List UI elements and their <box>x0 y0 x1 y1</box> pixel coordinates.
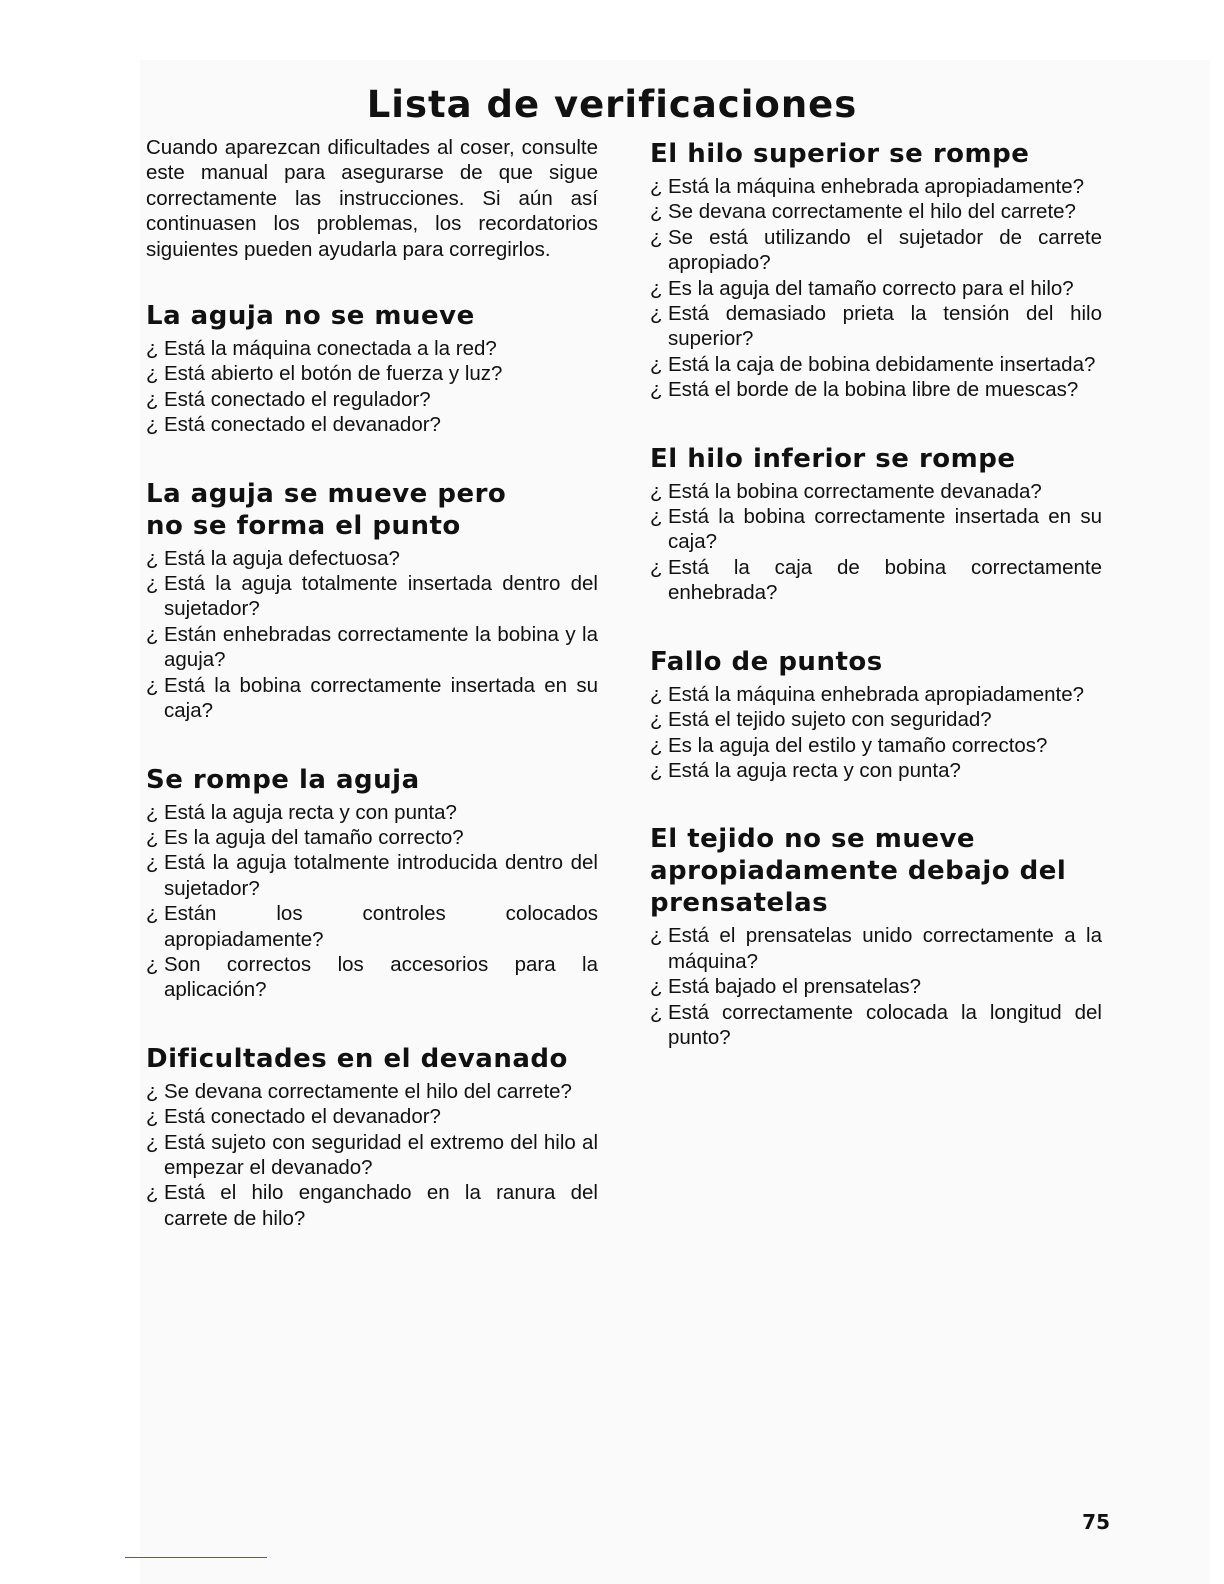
section-upper-thread-breaks <box>650 138 1102 403</box>
section-title: El tejido no se mueve apropiadamente debajo del prensatelas <box>650 824 1067 919</box>
checklist-item: ¿ Está la aguja defectuosa? <box>146 546 400 570</box>
checklist <box>146 1079 598 1231</box>
checklist-item: ¿ Está la bobina correctamente insertada en su caja? <box>146 673 598 723</box>
checklist-item: ¿ Está el hilo enganchado en la ranura del carrete de hilo? <box>146 1181 598 1230</box>
section-winding-difficulties <box>146 1043 598 1231</box>
checklist-item: ¿ Está la aguja recta y con punta? <box>146 800 457 824</box>
checklist-item: ¿ Está la aguja recta y con punta? <box>650 758 961 782</box>
checklist-item: ¿ Está correctamente colocada la longitud del punto? <box>650 1000 1102 1049</box>
checklist-item: ¿ Está la máquina conectada a la red? <box>146 337 497 361</box>
checklist-item: ¿ Está sujeto con seguridad el extremo del hilo al empezar el devanado? <box>146 1130 598 1179</box>
section-needle-breaks <box>146 764 598 1003</box>
checklist <box>146 800 598 1003</box>
checklist-item: ¿ Son correctos los accesorios para la aplicación? <box>146 952 598 1002</box>
checklist-item: ¿ Es la aguja del tamaño correcto para el hilo? <box>650 276 1074 300</box>
checklist-item: ¿ Está la aguja totalmente insertada dentro del sujetador? <box>146 572 598 621</box>
section-title: Se rompe la aguja <box>146 764 420 795</box>
intro-paragraph: Cuando aparezcan dificultades al coser, consulte este manual para asegurarse de que sigue correctamente las instrucciones. Si aún así continuasen los problemas, los recordatorios siguientes pueden ayudarla para corregirlos. <box>146 136 598 261</box>
checklist <box>650 479 1102 606</box>
section-skipped-stitches <box>650 646 1102 784</box>
section-title: La aguja no se mueve <box>146 301 475 332</box>
section-title: Dificultades en el devanado <box>146 1043 568 1074</box>
checklist-item: ¿ Está bajado el prensatelas? <box>650 975 922 999</box>
checklist-item: ¿ Está la bobina correctamente devanada? <box>650 479 1042 503</box>
footer-rule <box>125 1557 267 1558</box>
checklist-item: ¿ Se devana correctamente el hilo del carrete? <box>650 200 1076 224</box>
checklist-item: ¿ Se está utilizando el sujetador de carrete apropiado? <box>650 225 1102 275</box>
section-needle-not-moving <box>146 300 598 438</box>
section-title: La aguja se mueve pero no se forma el punto <box>146 478 507 541</box>
checklist <box>650 682 1102 784</box>
checklist-item: ¿ Está la caja de bobina correctamente enhebrada? <box>650 555 1102 605</box>
checklist-item: ¿ Están los controles colocados apropiadamente? <box>146 902 598 951</box>
checklist-item: ¿ Está conectado el devanador? <box>146 1105 441 1129</box>
checklist-item: ¿ Está demasiado prieta la tensión del hilo superior? <box>650 302 1102 351</box>
checklist-item: ¿ Se devana correctamente el hilo del carrete? <box>146 1079 572 1103</box>
page-number: 75 <box>1082 1510 1110 1534</box>
section-no-stitch-formed <box>146 478 598 724</box>
checklist-item: ¿ Es la aguja del tamaño correcto? <box>146 825 464 849</box>
checklist <box>146 546 598 724</box>
checklist-item: ¿ Está abierto el botón de fuerza y luz? <box>146 362 503 386</box>
checklist-item: ¿ Está la aguja totalmente introducida dentro del sujetador? <box>146 851 598 900</box>
checklist <box>650 923 1102 1050</box>
page-title: Lista de verificaciones <box>366 82 858 126</box>
section-title: Fallo de puntos <box>650 646 883 677</box>
checklist-item: ¿ Está el tejido sujeto con seguridad? <box>650 708 992 732</box>
section-lower-thread-breaks <box>650 443 1102 606</box>
left-column <box>146 135 598 1231</box>
checklist-item: ¿ Están enhebradas correctamente la bobina y la aguja? <box>146 622 598 672</box>
checklist-item: ¿ Está el prensatelas unido correctamente a la máquina? <box>650 924 1102 973</box>
checklist-item: ¿ Está la caja de bobina debidamente insertada? <box>650 352 1096 376</box>
checklist <box>146 336 598 438</box>
checklist-item: ¿ Está conectado el regulador? <box>146 387 431 411</box>
checklist-item: ¿ Es la aguja del estilo y tamaño correctos? <box>650 733 1048 757</box>
checklist-item: ¿ Está conectado el devanador? <box>146 413 441 437</box>
section-title: El hilo inferior se rompe <box>650 443 1016 474</box>
section-fabric-not-feeding <box>650 823 1102 1050</box>
checklist-item: ¿ Está el borde de la bobina libre de muescas? <box>650 378 1079 402</box>
right-column <box>650 138 1102 1050</box>
checklist <box>650 174 1102 403</box>
checklist-item: ¿ Está la bobina correctamente insertada en su caja? <box>650 505 1102 554</box>
checklist-item: ¿ Está la máquina enhebrada apropiadamente? <box>650 682 1084 706</box>
checklist-item: ¿ Está la máquina enhebrada apropiadamente? <box>650 175 1084 198</box>
section-title: El hilo superior se rompe <box>650 139 1030 169</box>
